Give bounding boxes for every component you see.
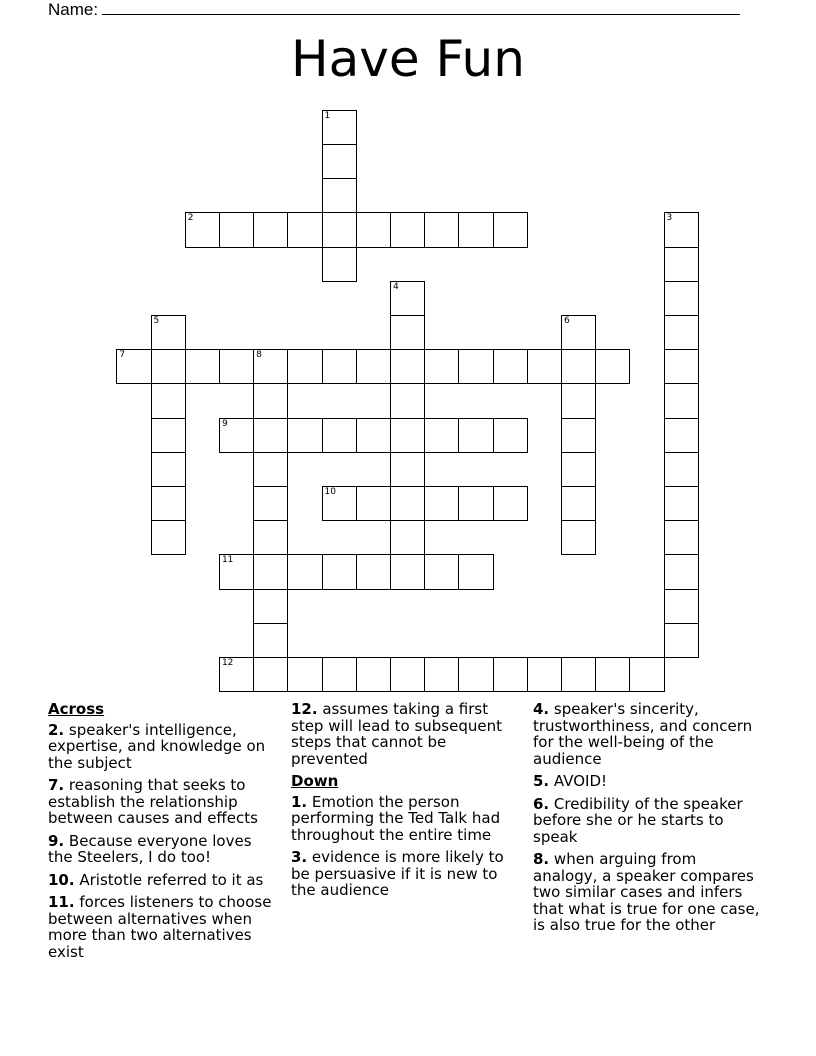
clue-text: AVOID! (553, 772, 608, 790)
grid-cell[interactable] (322, 486, 357, 521)
cell-number: 3 (666, 213, 673, 224)
clue-item (48, 722, 280, 772)
grid-cell[interactable] (322, 178, 357, 213)
grid-cell[interactable] (561, 349, 596, 384)
grid-cell[interactable] (664, 281, 699, 316)
grid-cell[interactable] (493, 212, 528, 247)
page-title: Have Fun (291, 30, 525, 88)
grid-cell[interactable] (390, 383, 425, 418)
clue-column-3 (533, 701, 765, 940)
grid-cell[interactable] (561, 418, 596, 453)
grid-cell[interactable] (151, 349, 186, 384)
grid-cell[interactable] (664, 486, 699, 521)
grid-cell[interactable] (664, 554, 699, 589)
clue-item (48, 833, 280, 866)
grid-cell[interactable] (390, 212, 425, 247)
grid-cell[interactable] (151, 452, 186, 487)
clue-item (48, 894, 280, 960)
cell-number: 4 (392, 281, 399, 292)
grid-cell[interactable] (458, 554, 493, 589)
clue-item (533, 773, 765, 790)
grid-cell[interactable] (151, 520, 186, 555)
cell-number: 6 (563, 315, 570, 326)
clue-number: 2. (48, 720, 65, 739)
grid-cell[interactable] (493, 349, 528, 384)
grid-cell[interactable] (664, 247, 699, 282)
clue-number: 4. (533, 700, 550, 718)
grid-cell[interactable] (253, 554, 288, 589)
clue-text: Because everyone loves the Steelers, I do too! (48, 831, 252, 866)
grid-cell[interactable] (253, 623, 288, 658)
grid-cell[interactable] (151, 486, 186, 521)
grid-cell[interactable] (287, 212, 322, 247)
cell-number: 12 (221, 657, 234, 668)
grid-cell[interactable] (322, 349, 357, 384)
grid-cell[interactable] (390, 520, 425, 555)
grid-cell[interactable] (356, 349, 391, 384)
grid-cell[interactable] (527, 657, 562, 692)
clue-number: 5. (533, 772, 550, 790)
grid-cell[interactable] (322, 110, 357, 145)
grid-cell[interactable] (322, 554, 357, 589)
grid-cell[interactable] (458, 486, 493, 521)
name-label: Name: (48, 0, 99, 19)
cell-number: 2 (187, 213, 194, 224)
clue-text: speaker's intelligence, expertise, and knowledge on the subject (48, 720, 266, 772)
cell-number: 1 (324, 110, 331, 121)
grid-cell[interactable] (493, 486, 528, 521)
clue-item (291, 849, 523, 899)
grid-cell[interactable] (664, 349, 699, 384)
clue-number: 7. (48, 776, 65, 794)
grid-cell[interactable] (253, 589, 288, 624)
grid-cell[interactable] (664, 623, 699, 658)
grid-cell[interactable] (424, 418, 459, 453)
grid-cell[interactable] (219, 418, 254, 453)
clue-item (533, 796, 765, 846)
grid-cell[interactable] (253, 657, 288, 692)
clue-number: 9. (48, 831, 65, 850)
grid-cell[interactable] (253, 383, 288, 418)
clue-item (291, 794, 523, 844)
clue-number: 3. (291, 848, 308, 866)
clue-item (291, 701, 523, 767)
grid-cell[interactable] (219, 349, 254, 384)
grid-cell[interactable] (664, 315, 699, 350)
clue-number: 6. (533, 794, 550, 813)
clue-text: when arguing from analogy, a speaker compares two similar cases and infers that what is true for one case, is also true for the other (533, 850, 760, 934)
grid-cell[interactable] (664, 589, 699, 624)
grid-cell[interactable] (390, 281, 425, 316)
grid-cell[interactable] (287, 349, 322, 384)
grid-cell[interactable] (561, 383, 596, 418)
grid-cell[interactable] (424, 212, 459, 247)
clue-item (533, 701, 765, 767)
grid-cell[interactable] (219, 657, 254, 692)
grid-cell[interactable] (116, 349, 151, 384)
grid-cell[interactable] (356, 554, 391, 589)
grid-cell[interactable] (595, 657, 630, 692)
clue-number: 1. (291, 792, 308, 811)
clue-text: forces listeners to choose between alternatives when more than two alternatives exist (48, 893, 272, 961)
grid-cell[interactable] (390, 418, 425, 453)
grid-cell[interactable] (151, 383, 186, 418)
grid-cell[interactable] (322, 247, 357, 282)
grid-cell[interactable] (561, 657, 596, 692)
grid-cell[interactable] (424, 554, 459, 589)
clue-column-1 (48, 701, 280, 966)
grid-cell[interactable] (390, 657, 425, 692)
grid-cell[interactable] (322, 212, 357, 247)
grid-cell[interactable] (390, 315, 425, 350)
clue-number: 8. (533, 850, 550, 868)
grid-cell[interactable] (219, 554, 254, 589)
clue-text: Aristotle referred to it as (79, 870, 264, 889)
grid-cell[interactable] (287, 657, 322, 692)
cell-number: 7 (119, 350, 126, 361)
cell-number: 5 (153, 315, 160, 326)
clue-column-2 (291, 701, 523, 905)
grid-cell[interactable] (322, 418, 357, 453)
grid-cell[interactable] (219, 212, 254, 247)
clue-number: 12. (291, 700, 318, 718)
grid-cell[interactable] (561, 315, 596, 350)
grid-cell[interactable] (561, 452, 596, 487)
grid-cell[interactable] (390, 486, 425, 521)
clue-text: speaker's sincerity, trustworthiness, and concern for the well-being of the audience (533, 700, 753, 768)
grid-cell[interactable] (664, 212, 699, 247)
grid-cell[interactable] (664, 383, 699, 418)
clue-text: Emotion the person performing the Ted Talk had throughout the entire time (291, 792, 501, 844)
grid-cell[interactable] (561, 520, 596, 555)
clue-number: 10. (48, 870, 75, 889)
grid-cell[interactable] (424, 657, 459, 692)
grid-cell[interactable] (390, 554, 425, 589)
clue-text: assumes taking a first step will lead to subsequent steps that cannot be prevented (291, 700, 502, 768)
grid-cell[interactable] (151, 418, 186, 453)
grid-cell[interactable] (185, 212, 220, 247)
grid-cell[interactable] (287, 418, 322, 453)
grid-cell[interactable] (561, 486, 596, 521)
grid-cell[interactable] (390, 349, 425, 384)
grid-cell[interactable] (185, 349, 220, 384)
grid-cell[interactable] (664, 520, 699, 555)
grid-cell[interactable] (424, 486, 459, 521)
clue-number: 11. (48, 893, 75, 911)
clue-heading: Down (291, 772, 339, 790)
clue-text: evidence is more likely to be persuasive if it is new to the audience (291, 848, 504, 899)
grid-cell[interactable] (390, 452, 425, 487)
grid-cell[interactable] (356, 657, 391, 692)
grid-cell[interactable] (356, 418, 391, 453)
grid-cell[interactable] (253, 520, 288, 555)
clue-item (48, 872, 280, 889)
cell-number: 8 (256, 350, 262, 361)
grid-cell[interactable] (151, 315, 186, 350)
grid-cell[interactable] (493, 657, 528, 692)
grid-cell[interactable] (527, 349, 562, 384)
grid-cell[interactable] (253, 486, 288, 521)
grid-cell[interactable] (664, 452, 699, 487)
grid-cell[interactable] (458, 212, 493, 247)
cell-number: 9 (221, 418, 228, 429)
clue-item (533, 851, 765, 934)
clue-text: Credibility of the speaker before she or he starts to speak (533, 794, 743, 846)
grid-cell[interactable] (322, 144, 357, 179)
grid-cell[interactable] (595, 349, 630, 384)
grid-cell[interactable] (356, 486, 391, 521)
clue-text: reasoning that seeks to establish the relationship between causes and effects (48, 776, 258, 827)
grid-cell[interactable] (493, 418, 528, 453)
grid-cell[interactable] (253, 452, 288, 487)
grid-cell[interactable] (253, 349, 288, 384)
grid-cell[interactable] (356, 212, 391, 247)
grid-cell[interactable] (253, 212, 288, 247)
grid-cell[interactable] (287, 554, 322, 589)
cell-number: 10 (324, 486, 336, 497)
grid-cell[interactable] (458, 657, 493, 692)
grid-cell[interactable] (458, 349, 493, 384)
clue-item (48, 777, 280, 827)
clue-heading: Across (48, 700, 105, 718)
grid-cell[interactable] (424, 349, 459, 384)
grid-cell[interactable] (629, 657, 664, 692)
grid-cell[interactable] (253, 418, 288, 453)
cell-number: 11 (221, 555, 234, 566)
grid-cell[interactable] (458, 418, 493, 453)
grid-cell[interactable] (322, 657, 357, 692)
grid-cell[interactable] (664, 418, 699, 453)
